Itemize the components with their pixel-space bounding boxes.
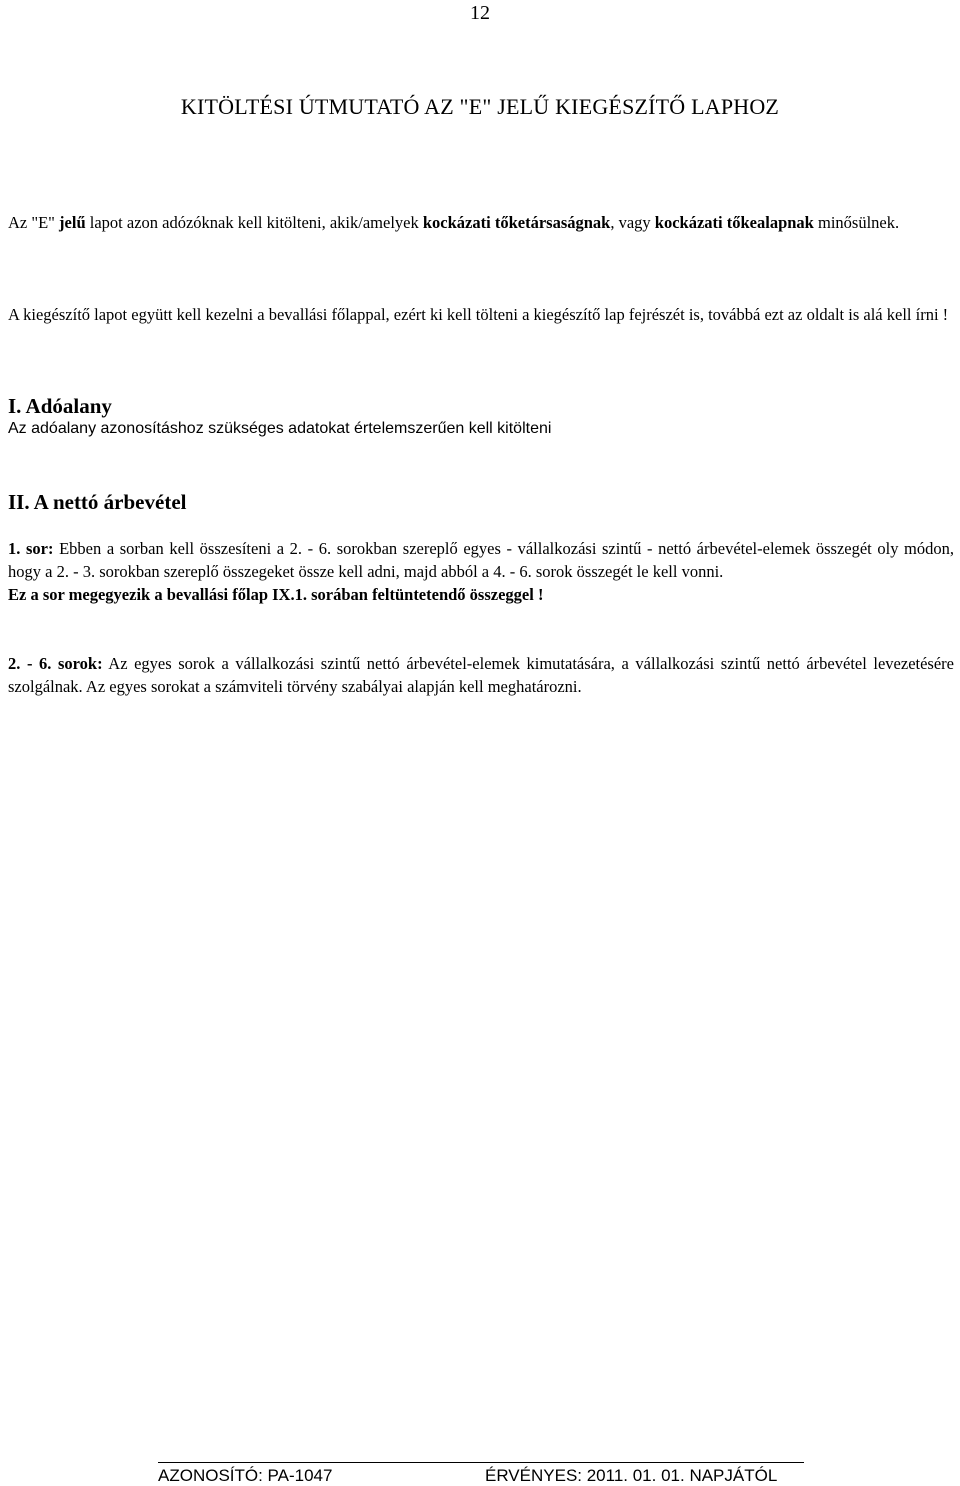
page-number: 12 <box>470 2 490 24</box>
row-1-paragraph <box>8 537 954 606</box>
notice-paragraph <box>8 303 954 326</box>
section-1-heading <box>8 394 112 419</box>
section-2-heading: II. A nettó árbevétel <box>8 490 187 514</box>
intro-bold-2: kockázati tőketársaságnak <box>422 213 611 232</box>
document-title: KITÖLTÉSI ÚTMUTATÓ AZ "E" JELŰ KIEGÉSZÍTŐ LAPHOZ <box>180 94 780 119</box>
row-1-text: Ebben a sorban kell összesíteni a 2. - 6. sorokban szereplő egyes - vállalkozási szintű - nettó árbevétel-elemek összegét oly módon, hogy a 2. - 3. sorokban szereplő összegeket össze kell adni, majd abból a 4. - 6. sorok összegét le kell vonni. <box>8 539 954 581</box>
section-1-title: Adóalany <box>25 394 112 418</box>
footer-validity: ÉRVÉNYES: 2011. 01. 01. NAPJÁTÓL <box>485 1466 778 1485</box>
notice-text: A kiegészítő lapot együtt kell kezelni a bevallási főlappal, ezért ki kell tölteni a kiegészítő lap fejrészét is, továbbá ezt az oldalt is alá kell írni ! <box>8 305 949 324</box>
intro-text-1: Az "E" <box>8 213 60 232</box>
intro-text-4: minősülnek. <box>813 213 900 232</box>
rows-2-6-paragraph <box>8 652 954 698</box>
intro-text-2: lapot azon adózóknak kell kitölteni, akik/amelyek <box>85 213 423 232</box>
intro-bold-1: jelű <box>59 213 86 232</box>
intro-text-3: , vagy <box>610 213 655 232</box>
row-1-label: 1. sor: <box>8 539 54 558</box>
intro-bold-3: kockázati tőkealapnak <box>654 213 814 232</box>
footer-form-id: AZONOSÍTÓ: PA-1047 <box>158 1466 333 1485</box>
footer-divider <box>158 1462 804 1463</box>
rows-2-6-text: Az egyes sorok a vállalkozási szintű nettó árbevétel-elemek kimutatására, a vállalkozási szintű nettó árbevétel levezetésére szolgálnak. Az egyes sorokat a számviteli törvény szabályai alapján kell meghatározni. <box>8 654 954 696</box>
row-1-note: Ez a sor megegyezik a bevallási főlap IX.1. sorában feltüntetendő összeggel ! <box>8 585 544 604</box>
rows-2-6-label: 2. - 6. sorok: <box>8 654 103 673</box>
section-1-number: I. <box>8 394 22 418</box>
section-1-text: Az adóalany azonosításhoz szükséges adatokat értelemszerűen kell kitölteni <box>8 420 552 437</box>
intro-paragraph <box>8 211 954 234</box>
